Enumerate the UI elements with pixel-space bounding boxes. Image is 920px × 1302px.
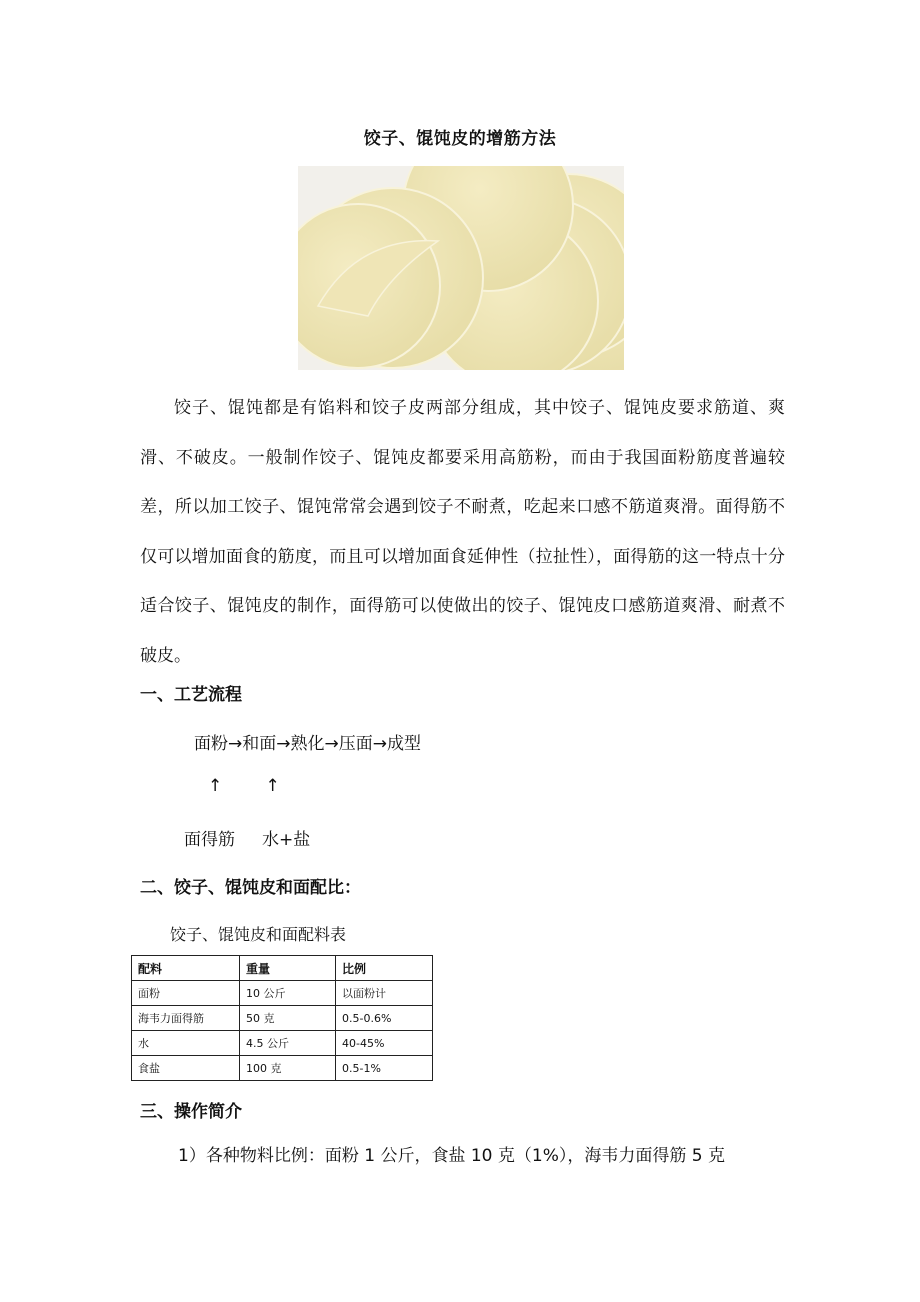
process-arrows: ↑ ↑ xyxy=(208,776,280,796)
document-title: 饺子、馄饨皮的增筋方法 xyxy=(363,129,557,149)
section3-heading: 三、操作简介 xyxy=(140,1102,242,1122)
dumpling-wrappers-photo xyxy=(298,166,624,370)
table-row xyxy=(132,1031,433,1056)
table-cell: 食盐 xyxy=(132,1056,240,1081)
table-cell: 0.5-1% xyxy=(336,1056,433,1081)
table-cell: 海韦力面得筋 xyxy=(132,1006,240,1031)
section2-heading: 二、饺子、馄饨皮和面配比： xyxy=(140,878,361,898)
table-row xyxy=(132,1056,433,1081)
step-1-text: 1）各种物料比例：面粉 1 公斤，食盐 10 克（1%），海韦力面得筋 5 克 xyxy=(178,1146,725,1166)
table-cell: 40-45% xyxy=(336,1031,433,1056)
intro-paragraph: 饺子、馄饨都是有馅料和饺子皮两部分组成，其中饺子、馄饨皮要求筋道、爽滑、不破皮。一般制作饺子、馄饨皮都要采用高筋粉，而由于我国面粉筋度普遍较差，所以加工饺子、馄饨常常会遇到饺子不耐煮，吃起来口感不筋道爽滑。面得筋不仅可以增加面食的筋度，而且可以增加面食延伸性（拉扯性），面得筋的这一特点十分适合饺子、馄饨皮的制作，面得筋可以使做出的饺子、馄饨皮口感筋道爽滑、耐煮不破皮。 xyxy=(140,398,785,666)
table-cell: 4.5 公斤 xyxy=(240,1031,336,1056)
dumpling-wrappers-illustration xyxy=(298,166,624,370)
process-inputs: 面得筋 水+盐 xyxy=(184,830,311,850)
table-cell: 50 克 xyxy=(240,1006,336,1031)
section1-heading: 一、工艺流程 xyxy=(140,685,242,705)
table-header-cell: 重量 xyxy=(240,956,336,981)
table-cell: 以面粉计 xyxy=(336,981,433,1006)
table-cell: 水 xyxy=(132,1031,240,1056)
table-caption: 饺子、馄饨皮和面配料表 xyxy=(170,925,347,944)
table-cell: 面粉 xyxy=(132,981,240,1006)
table-row xyxy=(132,981,433,1006)
table-cell: 0.5-0.6% xyxy=(336,1006,433,1031)
table-header-row xyxy=(132,956,433,981)
table-row xyxy=(132,1006,433,1031)
table-header-cell: 配料 xyxy=(132,956,240,981)
table-header-cell: 比例 xyxy=(336,956,433,981)
table-cell: 100 克 xyxy=(240,1056,336,1081)
ingredient-table xyxy=(131,955,433,1081)
table-cell: 10 公斤 xyxy=(240,981,336,1006)
process-flow: 面粉→和面→熟化→压面→成型 xyxy=(194,734,421,754)
